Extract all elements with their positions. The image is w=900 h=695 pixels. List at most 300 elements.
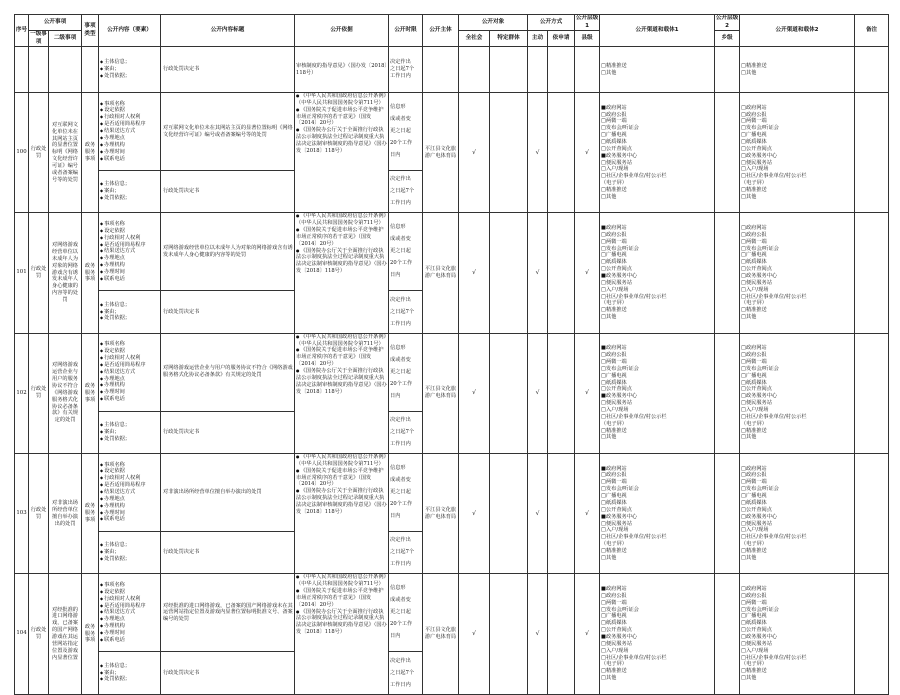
specific-group-cell [490,453,528,573]
county-check: √ [575,213,600,333]
element-item: ◆ 处罚依据； [100,556,159,563]
channel-option: （电子屏） [741,300,767,307]
active-check: √ [528,93,548,213]
channel-option: □政府公报 [741,111,767,118]
basis-item: ● 《国务院办公厅关于全面推行行政执法公示制度执法全过程记录制度重大执法决定法制审核制度的指导意见》（国办发〔2018〕118号） [296,368,387,395]
elements-cell [99,47,161,93]
table-row [15,47,889,93]
level2-matter: 对互联网文化单位未在其网站主页的显著位置标明《网络文化经营许可证》编号或者备案编号等的处罚 [49,93,82,213]
time-line: 成或者变 [390,356,411,363]
subject-cell: 平江县文化旅游广电体育局 [423,574,459,694]
time-line: 信息形 [390,224,406,231]
channel2-cell [740,453,855,573]
channel-option: □入户/现场 [601,286,629,293]
element-item: ◆ 联系电话 [100,637,159,644]
matter-type: 政务服务事项 [82,213,99,333]
active-check: √ [528,453,548,573]
time-line: 之日起7个 [390,549,415,556]
channel-option: □纸质媒体 [741,138,767,145]
channel-option: □精准推送 [741,186,767,193]
channel-option: □社区/企事业单位/村公示栏 [741,534,807,541]
on-request-cell [548,574,575,694]
channel2-cell [740,47,855,93]
channel-option: □政府网站 [741,465,767,472]
channel-option: □公开查阅点 [741,627,772,634]
active-check: √ [528,333,548,453]
header-society: 全社会 [459,31,490,47]
element-item: ◆ 联系电话 [100,276,159,283]
channel-option: □便民服务站 [741,520,772,527]
subject-cell: 平江县文化旅游广电体育局 [423,333,459,453]
channel-option: □广播电视 [741,613,767,620]
header-channel2: 公开渠道和载体2 [740,15,855,47]
time-limit-cell [389,574,423,652]
channel-option: □两微一端 [741,479,767,486]
channel-option: ■政务服务中心 [601,513,638,520]
table-row [15,453,889,531]
elements-cell [99,574,161,652]
basis-item: ● 《中华人民共和国政府信息公开条例》（中华人民共和国国务院令第711号） [296,213,387,227]
elements-cell [99,93,161,171]
channel-option: □社区/企事业单位/村公示栏 [601,413,667,420]
channel1-cell [600,333,715,453]
header-content-title: 公开内容标题 [161,15,295,47]
channel-option: □其他 [601,314,617,321]
basis-item: ● 《中华人民共和国政府信息公开条例》（中华人民共和国国务院令第711号） [296,574,387,588]
subject-cell: 平江县文化旅游广电体育局 [423,213,459,333]
level1-matter: 行政处罚 [29,93,49,213]
channel-option: □入户/现场 [741,527,769,534]
channel-option: □便民服务站 [741,279,772,286]
time-line: 工作日内 [390,200,411,207]
time-line: 更之日起 [390,248,411,255]
element-item: ◆ 办理地点 [100,376,159,383]
channel-option: □其他 [601,675,617,682]
time-line: 日内 [390,392,401,399]
time-line: 之日起7个 [390,428,415,435]
header-target: 公开对象 [459,15,528,31]
element-item: ◆ 行政相对人权利 [100,355,159,362]
channel-option: □纸质媒体 [601,138,627,145]
time-limit-cell [389,411,423,453]
basis-cell [295,93,389,213]
channel-option: □其他 [741,314,757,321]
matter-type: 政务服务事项 [82,93,99,213]
elements-cell [99,453,161,531]
county-check: √ [575,93,600,213]
header-level2-matter: 二级事项 [49,31,82,47]
channel-option: □政府网站 [741,104,767,111]
channel1-cell [600,47,715,93]
time-line: 更之日起 [390,489,411,496]
element-item: ◆ 办理地点 [100,616,159,623]
element-item: ◆ 主体信息； [100,59,159,66]
matter-type: 政务服务事项 [82,453,99,573]
channel1-cell [600,453,715,573]
time-line: 之日起7个 [390,66,415,73]
channel-option: □政务服务中心 [741,393,778,400]
town-cell [715,453,740,573]
basis-item: ● 《国务院关于促进市场公平竞争维护市场正常秩序的若干意见》（国发〔2014〕20号） [296,107,387,128]
time-line: 成或者变 [390,477,411,483]
element-item: ◆ 主体信息； [100,663,159,670]
channel-option: □其他 [601,193,617,200]
time-line: 日内 [390,272,401,279]
element-item: ◆ 办理时间 [100,149,159,156]
channel-option: □便民服务站 [601,400,632,407]
element-item: ◆ 办理机构 [100,382,159,389]
header-subject: 公开主体 [423,15,459,47]
channel2-cell [740,93,855,213]
element-item: ◆ 事项名称 [100,582,159,589]
element-item: ◆ 联系电话 [100,156,159,163]
basis-cell [295,453,389,573]
element-item: ◆ 办理时间 [100,389,159,396]
time-limit-cell [389,333,423,411]
element-item: ◆ 案由； [100,188,159,195]
channel-option: □两微一端 [601,479,627,486]
basis-item: ● 《中华人民共和国政府信息公开条例》（中华人民共和国国务院令第711号） [296,93,387,107]
channel-option: □社区/企事业单位/村公示栏 [601,654,667,661]
channel-option: □社区/企事业单位/村公示栏 [601,173,667,180]
content-title: 对经批准的进口网络游戏，已备案的国产网络游戏未在其运营网站指定位置及游戏内显著位置标明批准文号、备案编号的处罚 [161,574,295,652]
element-item: ◆ 办理机构 [100,142,159,149]
basis-item: ● 《国务院办公厅关于全面推行行政执法公示制度执法全过程记录制度重大执法决定法制审核制度的指导意见》（国办发〔2018〕118号） [296,488,387,515]
channel-option: □政府网站 [741,224,767,231]
channel-option: □纸质媒体 [741,620,767,627]
channel-option: □便民服务站 [741,640,772,647]
element-item: ◆ 设定依据 [100,228,159,235]
element-item: ◆ 是否适用简易程序 [100,242,159,249]
element-item: ◆ 处罚依据； [100,195,159,202]
subject-cell: 平江县文化旅游广电体育局 [423,93,459,213]
time-line: 之日起7个 [390,669,415,676]
element-item: ◆ 主体信息； [100,542,159,549]
town-cell [715,574,740,694]
channel-option: □两微一端 [741,599,767,606]
channel-option: □精准推送 [741,62,767,69]
element-item: ◆ 事项名称 [100,462,159,469]
channel-option: □发布会/听证会 [741,606,779,613]
time-line: 工作日内 [390,681,411,688]
channel-option: □政府公报 [741,472,767,479]
row-seq: 101 [15,213,29,333]
channel-option: □公开查阅点 [741,386,772,393]
time-limit-cell [389,531,423,573]
channel-option: □其他 [741,69,757,76]
channel-option: □公开查阅点 [601,627,632,634]
element-item: ◆ 主体信息； [100,181,159,188]
time-line: 20个工作 [390,140,413,147]
element-item: ◆ 办理地点 [100,255,159,262]
channel-option: □便民服务站 [601,640,632,647]
channel-option: □便民服务站 [601,279,632,286]
element-item: ◆ 行政相对人权利 [100,235,159,242]
time-limit-cell [389,291,423,333]
header-specific-group: 特定群体 [490,31,528,47]
channel-option: （电子屏） [741,541,767,548]
channel-option: □政务服务中心 [741,633,778,640]
time-line: 20个工作 [390,621,413,628]
header-remark: 备注 [855,15,889,47]
channel-option: □两微一端 [741,118,767,125]
county-check: √ [575,453,600,573]
channel-option: □便民服务站 [601,520,632,527]
elements-cell [99,291,161,333]
basis-item: ● 《国务院关于促进市场公平竞争维护市场正常秩序的若干意见》（国发〔2014〕20号） [296,347,387,368]
channel-option: ■政府网站 [601,345,627,352]
element-item: ◆ 联系电话 [100,396,159,403]
channel-option: □政府公报 [741,231,767,238]
remark-cell [855,213,889,333]
channel-option: □精准推送 [741,307,767,314]
channel-option: □两微一端 [741,359,767,366]
basis-item: ● 《国务院关于促进市场公平竞争维护市场正常秩序的若干意见》（国发〔2014〕20号） [296,588,387,609]
element-item: ◆ 设定依据 [100,107,159,114]
channel-option: □精准推送 [601,307,627,314]
time-line: 成或者变 [390,116,411,123]
channel-option: □纸质媒体 [601,620,627,627]
element-item: ◆ 是否适用简易程序 [100,603,159,610]
table-row [15,333,889,411]
time-line: 决定作出 [390,657,411,664]
channel-option: □社区/企事业单位/村公示栏 [741,293,807,300]
channel-option: □发布会/听证会 [601,486,639,493]
element-item: ◆ 事项名称 [100,101,159,108]
element-item: ◆ 设定依据 [100,589,159,596]
time-line: 日内 [390,633,401,640]
channel-option: □公开查阅点 [741,145,772,152]
element-item: ◆ 联系电话 [100,516,159,523]
header-channel1: 公开渠道和载体1 [600,15,715,47]
level1-matter: 行政处罚 [29,333,49,453]
channel-option: □两微一端 [741,238,767,245]
content-title: 行政处罚决定书 [161,411,295,453]
on-request-cell [548,93,575,213]
channel-option: □精准推送 [601,186,627,193]
society-check: √ [459,93,490,213]
matter-type: 政务服务事项 [82,333,99,453]
time-line: 信息形 [390,103,406,110]
channel-option: ■政务服务中心 [601,152,638,159]
content-title: 对网络游戏运营企业与用户的服务协议不符合《网络游戏服务格式化协议必备条款》有关规定的处罚 [161,333,295,411]
channel-option: □广播电视 [741,493,767,500]
channel1-cell [600,93,715,213]
society-check: √ [459,213,490,333]
channel-option: □政府网站 [741,345,767,352]
table-row [15,213,889,291]
channel-option: □入户/现场 [601,647,629,654]
element-item: ◆ 是否适用简易程序 [100,482,159,489]
channel-option: □精准推送 [601,668,627,675]
row-seq: 102 [15,333,29,453]
town-cell [715,93,740,213]
element-item: ◆ 处罚依据； [100,676,159,683]
element-item: ◆ 行政相对人权利 [100,475,159,482]
header-on-request: 依申请 [548,31,575,47]
time-line: 决定作出 [390,59,411,66]
channel-option: □入户/现场 [741,166,769,173]
header-matter: 公开事项 [29,15,82,31]
channel-option: □精准推送 [601,62,627,69]
channel-option: □其他 [601,69,617,76]
time-line: 20个工作 [390,260,413,267]
content-title: 行政处罚决定书 [161,171,295,213]
channel-option: ■政府网站 [601,585,627,592]
elements-cell [99,652,161,694]
basis-item: ● 《国务院办公厅关于全面推行行政执法公示制度执法全过程记录制度重大执法决定法制审核制度的指导意见》（国办发〔2018〕118号） [296,127,387,154]
channel-option: □公开查阅点 [601,386,632,393]
header-basis: 公开依据 [295,15,389,47]
channel-option: □其他 [601,554,617,561]
element-item: ◆ 办理机构 [100,262,159,269]
channel-option: （电子屏） [741,661,767,668]
basis-cell: 审核制度的指导意见》（国办发〔2018〕118号） [295,47,389,93]
header-method: 公开方式 [528,15,575,31]
time-line: 信息形 [390,464,406,471]
time-limit-cell [389,652,423,694]
content-title: 行政处罚决定书 [161,291,295,333]
channel-option: □发布会/听证会 [601,125,639,132]
time-line: 20个工作 [390,380,413,387]
channel-option: □其他 [741,434,757,441]
channel-option: □两微一端 [601,599,627,606]
on-request-cell [548,333,575,453]
basis-item: ● 《国务院办公厅关于全面推行行政执法公示制度执法全过程记录制度重大执法决定法制审核制度的指导意见》（国办发〔2018〕118号） [296,248,387,275]
time-limit-cell [389,171,423,213]
header-tier1: 公开层级1 [575,15,599,29]
channel-option: □发布会/听证会 [601,606,639,613]
channel-option: □发布会/听证会 [741,486,779,493]
element-item: ◆ 结果送达方式 [100,248,159,255]
channel-option: □其他 [601,434,617,441]
element-item: ◆ 案由； [100,429,159,436]
channel-option: （电子屏） [601,180,627,187]
basis-item: ● 《中华人民共和国政府信息公开条例》（中华人民共和国国务院令第711号） [296,454,387,468]
channel2-cell [740,213,855,333]
channel-option: □精准推送 [601,427,627,434]
time-line: 日内 [390,513,401,520]
basis-cell [295,574,389,694]
table-row [15,574,889,652]
society-check: √ [459,453,490,573]
channel-option: ■政务服务中心 [601,272,638,279]
channel-option: □精准推送 [741,547,767,554]
header-seq: 序号 [15,15,29,47]
element-item: ◆ 事项名称 [100,341,159,348]
channel-option: □纸质媒体 [741,499,767,506]
channel-option: □政务服务中心 [741,513,778,520]
on-request-cell [548,453,575,573]
element-item: ◆ 办理地点 [100,496,159,503]
elements-cell [99,171,161,213]
channel-option: □政府公报 [601,592,627,599]
element-item: ◆ 行政相对人权利 [100,596,159,603]
channel-option: □发布会/听证会 [741,125,779,132]
channel-option: □广播电视 [601,252,627,259]
time-line: 更之日起 [390,128,411,135]
specific-group-cell [490,333,528,453]
time-line: 决定作出 [390,296,411,303]
row-seq: 100 [15,93,29,213]
channel-option: ■政府网站 [601,465,627,472]
channel-option: □广播电视 [601,372,627,379]
channel-option: ■政府网站 [601,104,627,111]
level2-matter: 对经批准的进口网络游戏，已备案的国产网络游戏在其运营网站指定位置及游戏内显著位置 [49,574,82,694]
channel-option: □纸质媒体 [601,499,627,506]
element-item: ◆ 是否适用简易程序 [100,362,159,369]
element-item: ◆ 处罚依据； [100,73,159,80]
time-line: 成或者变 [390,597,411,604]
channel-option: □广播电视 [601,132,627,139]
channel-option: □便民服务站 [601,159,632,166]
time-line: 决定作出 [390,537,411,544]
time-line: 工作日内 [390,320,411,327]
channel-option: （电子屏） [601,661,627,668]
table-row [15,93,889,171]
basis-item: ● 《中华人民共和国政府信息公开条例》（中华人民共和国国务院令第711号） [296,334,387,348]
channel-option: □两微一端 [601,359,627,366]
channel-option: ■政府网站 [601,224,627,231]
channel-option: □公开查阅点 [601,145,632,152]
channel2-cell [740,574,855,694]
channel-option: □社区/企事业单位/村公示栏 [601,534,667,541]
channel-option: □政府公报 [601,111,627,118]
channel-option: □纸质媒体 [741,379,767,386]
time-limit-cell [389,453,423,531]
channel-option: □政府网站 [741,585,767,592]
channel-option: □广播电视 [741,372,767,379]
channel-option: （电子屏） [741,420,767,427]
time-line: 决定作出 [390,176,411,183]
channel-option: □入户/现场 [741,647,769,654]
time-line: 信息形 [390,585,406,592]
channel-option: □政府公报 [601,352,627,359]
channel-option: □发布会/听证会 [601,365,639,372]
channel1-cell [600,213,715,333]
town-cell [715,213,740,333]
element-item: ◆ 案由； [100,549,159,556]
element-item: ◆ 办理机构 [100,623,159,630]
basis-item: ● 《国务院关于促进市场公平竞争维护市场正常秩序的若干意见》（国发〔2014〕20号） [296,227,387,248]
time-limit-cell [389,47,423,93]
channel-option: □发布会/听证会 [601,245,639,252]
remark-cell [855,453,889,573]
subject-cell: 平江县文化旅游广电体育局 [423,453,459,573]
channel-option: □两微一端 [601,118,627,125]
active-check: √ [528,574,548,694]
element-item: ◆ 结果送达方式 [100,609,159,616]
channel-option: □社区/企事业单位/村公示栏 [601,293,667,300]
elements-cell [99,333,161,411]
header-town: 乡级 [715,31,740,47]
time-line: 更之日起 [390,609,411,616]
row-seq: 104 [15,574,29,694]
channel-option: □广播电视 [741,252,767,259]
channel-option: □广播电视 [601,613,627,620]
basis-item: ● 《国务院关于促进市场公平竞争维护市场正常秩序的若干意见》（国发〔2014〕20号） [296,468,387,489]
channel2-cell [740,333,855,453]
element-item: ◆ 事项名称 [100,221,159,228]
element-item: ◆ 结果送达方式 [100,369,159,376]
header-level1-matter: 一级事项 [30,31,47,45]
element-item: ◆ 办理地点 [100,135,159,142]
level1-matter: 行政处罚 [29,213,49,333]
element-item: ◆ 设定依据 [100,468,159,475]
channel-option: □其他 [741,193,757,200]
time-line: 成或者变 [390,236,411,243]
element-item: ◆ 办理机构 [100,503,159,510]
